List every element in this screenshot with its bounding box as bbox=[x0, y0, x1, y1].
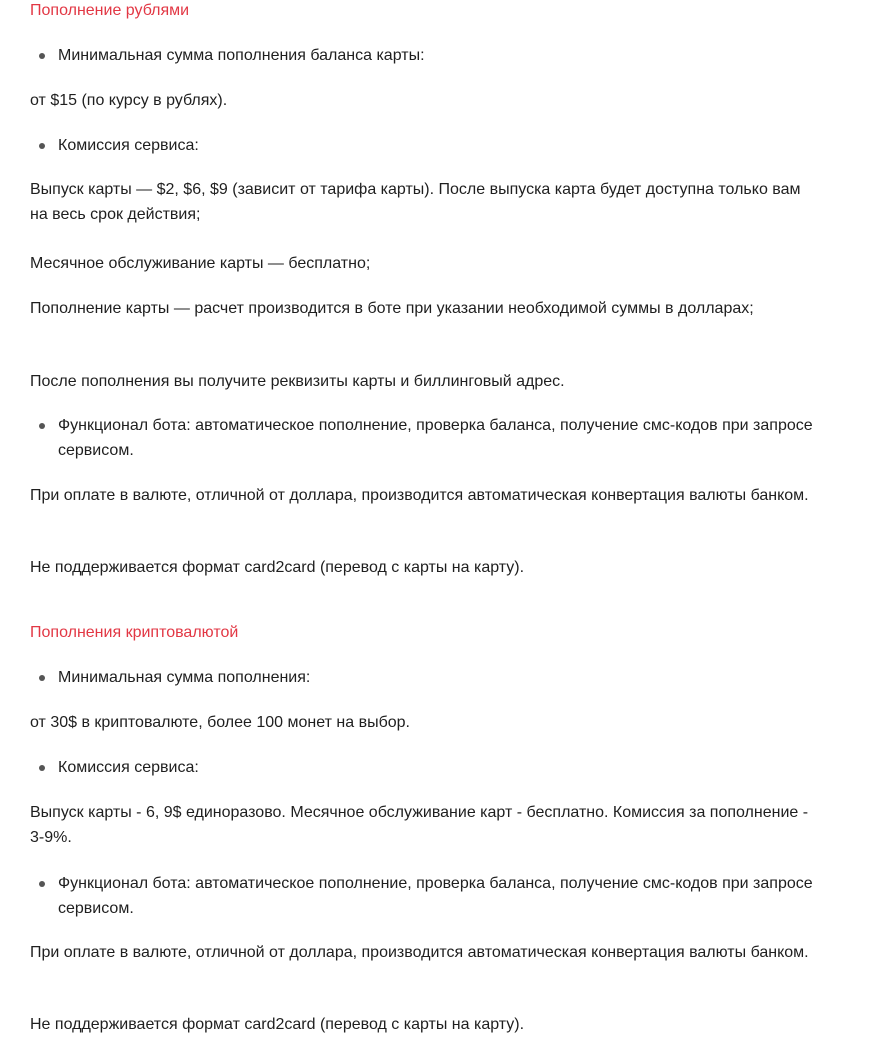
section-heading-crypto: Пополнения криптовалютой bbox=[30, 624, 239, 641]
monthly-fee-rubles: Месячное обслуживание карты — бесплатно; bbox=[30, 255, 371, 272]
bullet-bot-features-crypto: Функционал бота: автоматическое пополнение, проверка баланса, получение смс-кодов при запросе сервисом. bbox=[58, 871, 820, 921]
bullet-min-topup-rubles: Минимальная сумма пополнения баланса карты: bbox=[58, 43, 820, 68]
section-heading-rubles: Пополнение рублями bbox=[30, 2, 190, 19]
no-card2card-crypto: Не поддерживается формат card2card (перевод с карты на карту). bbox=[30, 1016, 525, 1033]
bullet-bot-features-rubles: Функционал бота: автоматическое пополнение, проверка баланса, получение смс-кодов при запросе сервисом. bbox=[58, 413, 820, 463]
bullet-fee-crypto: Комиссия сервиса: bbox=[58, 755, 820, 780]
issue-fee-rubles: Выпуск карты — $2, $6, $9 (зависит от тарифа карты). После выпуска карта будет доступна только вам на весь срок действия; bbox=[30, 181, 801, 223]
conversion-note-rubles: При оплате в валюте, отличной от доллара, производится автоматическая конвертация валюты банком. bbox=[30, 487, 809, 504]
bullet-fee-rubles: Комиссия сервиса: bbox=[58, 133, 820, 158]
fees-crypto: Выпуск карты - 6, 9$ единоразово. Месячное обслуживание карт - бесплатно. Комиссия за пополнение - 3-9%. bbox=[30, 804, 809, 846]
min-amount-rubles: от $15 (по курсу в рублях). bbox=[30, 92, 228, 109]
min-amount-crypto: от 30$ в криптовалюте, более 100 монет на выбор. bbox=[30, 714, 410, 731]
no-card2card-rubles: Не поддерживается формат card2card (перевод с карты на карту). bbox=[30, 559, 525, 576]
bullet-min-topup-crypto: Минимальная сумма пополнения: bbox=[58, 665, 820, 690]
after-topup-rubles: После пополнения вы получите реквизиты карты и биллинговый адрес. bbox=[30, 373, 565, 390]
topup-calc-rubles: Пополнение карты — расчет производится в боте при указании необходимой суммы в долларах; bbox=[30, 300, 754, 317]
conversion-note-crypto: При оплате в валюте, отличной от доллара, производится автоматическая конвертация валюты банком. bbox=[30, 944, 809, 961]
